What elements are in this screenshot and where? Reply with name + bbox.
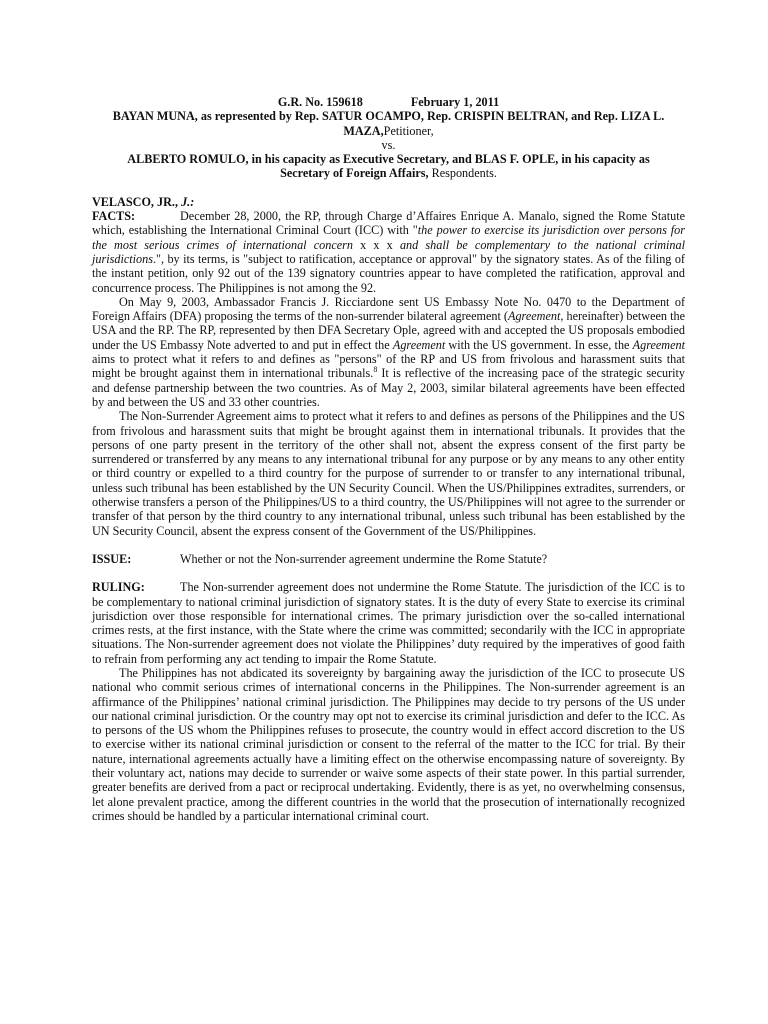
respondent-role: Respondents. (428, 166, 497, 181)
case-number: G.R. No. 159618 (277, 95, 363, 109)
ponente (92, 195, 685, 209)
footnote-marker: 8 (373, 365, 378, 375)
agreement-term: Agreement (392, 337, 446, 352)
petitioner-name-end: MAZA, (343, 123, 384, 138)
petitioner-role: Petitioner, (383, 123, 434, 138)
case-citation (92, 95, 685, 109)
facts-quote: the power to exercise its jurisdiction over persons for the most serious crimes of international concern (92, 223, 685, 252)
facts-p2-text-4: aims to protect what it refers to and defines as "persons" of the RP and US from frivolous and harassment suits that might be brought against them in international tribunals. (92, 352, 685, 381)
ruling-paragraph-2: The Philippines has not abdicated its sovereignty by bargaining away the jurisdiction of the ICC to prosecute US national who commit serious crimes of international concerns in the Philippines. The Non-surrender agreement is an affirmance of the Philippines’ national criminal jurisdiction. The Philippines may decide to try persons of the US under our national criminal jurisdiction. Or the country may opt not to exercise its criminal jurisdiction and defer to the ICC. As to persons of the US whom the Philippines refuses to prosecute, the country would in effect accord discretion to the US to exercise wither its national criminal jurisdiction or consent to the referral of the matter to the ICC for trial. By their nature, international agreements actually have a limiting effect on the otherwise encompassing nature of sovereignty. By their voluntary act, nations may decide to surrender or waive some aspects of their state power. In this partial surrender, greater benefits are derived from a pact or reciprocal undertaking. Evidently, there is as yet, no overwhelming consensus, let alone prevalent practice, among the different countries in the world that the prosecution of internationally recognized crimes should be handled by a particular international criminal court. (92, 665, 685, 823)
agreement-term: Agreement (508, 309, 561, 324)
facts-quote-2: and shall be complementary to the national criminal jurisdictions (92, 237, 686, 266)
facts-p2-text-5: It is reflective of the increasing pace of the strategic security and defense partnership between the two countries. As of May 2, 2003, similar bilateral agreements have been effected by and between the US and 33 other countries. (92, 366, 685, 409)
ruling-text: The Non-surrender agreement does not undermine the Rome Statute. The jurisdiction of the ICC is to be complementary to national criminal jurisdiction of signatory states. It is the duty of every State to exercise its criminal jurisdiction over those responsible for international crimes. The primary jurisdiction over the so-called international crimes rests, at the first instance, with the State where the crime was committed; secondarily with the ICC in appropriate situations. The Non-surrender agreement does not violate the Philippines’ duty required by the imperatives of good faith to refrain from performing any act tending to impair the Rome Statute. (92, 580, 685, 666)
petitioner-line-1: BAYAN MUNA, as represented by Rep. SATUR OCAMPO, Rep. CRISPIN BELTRAN, and Rep. LIZA L. (112, 109, 665, 124)
agreement-term: Agreement (632, 337, 685, 352)
facts-p2-text-2: , hereinafter) between the USA and the RP. The RP, represented by then DFA Secretary Ople, agreed with and accepted the US proposals embodied under the US Embassy Note adverted to and put in effect the (92, 309, 685, 352)
issue-label: ISSUE: (92, 551, 132, 566)
issue-paragraph (92, 552, 685, 566)
case-header (92, 95, 685, 181)
ponente-name: VELASCO, JR., (92, 194, 182, 209)
facts-text: December 28, 2000, the RP, through Charge d’Affaires Enrique A. Manalo, signed the Rome Statute which, establishing the International Criminal Court (ICC) with " (92, 209, 685, 238)
versus: vs. (381, 137, 396, 152)
issue-text: Whether or not the Non-surrender agreement undermine the Rome Statute? (180, 551, 548, 566)
ruling-paragraph-1 (92, 580, 685, 666)
facts-label: FACTS: (92, 209, 136, 224)
petitioner-line-2 (92, 124, 685, 138)
facts-paragraph-3: The Non-Surrender Agreement aims to protect what it refers to and defines as persons of the Philippines and the US from frivolous and harassment suits that might be brought against them in international tribunals. It provides that the persons of one party present in the territory of the other shall not, absent the express consent of the first party be surrendered or transferred by any means to any international tribunal for any purpose or by any means to any other entity or third country or expelled to a third country for the purpose of surrender to or transfer to any international tribunal, unless such tribunal has been established by the UN Security Council. When the US/Philippines extradites, surrenders, or otherwise transfers a person of the Philippines/US to a third country, the US/Philippines will not agree to the surrender or transfer of that person by the third country to any international tribunal, unless such tribunal has been established by the UN Security Council, absent the express consent of the Government of the US/Philippines. (92, 409, 685, 538)
ruling-label: RULING: (92, 580, 145, 595)
case-date: February 1, 2011 (410, 95, 500, 109)
ponente-title: J.: (181, 194, 195, 209)
facts-p2-text-3: with the US government. In esse, the (445, 337, 633, 352)
respondent-name-end: Secretary of Foreign Affairs, (280, 166, 429, 181)
respondent-line-1: ALBERTO ROMULO, in his capacity as Executive Secretary, and BLAS F. OPLE, in his capacity as (127, 152, 650, 167)
facts-paragraph-1 (92, 209, 685, 295)
facts-p2-text: On May 9, 2003, Ambassador Francis J. Ricciardone sent US Embassy Note No. 0470 to the Department of Foreign Affairs (DFA) proposing the terms of the non-surrender bilateral agreement ( (92, 294, 685, 324)
facts-paragraph-2 (92, 295, 685, 409)
facts-text-2: .", by its terms, is "subject to ratification, acceptance or approval" by the signatory states. As of the filing of the instant petition, only 92 out of the 139 signatory countries appear to have completed the ratification, approval and concurrence process. The Philippines is not among the 92. (92, 251, 685, 295)
respondent-line-2 (92, 166, 685, 180)
facts-ellipsis: x x x (352, 237, 400, 252)
